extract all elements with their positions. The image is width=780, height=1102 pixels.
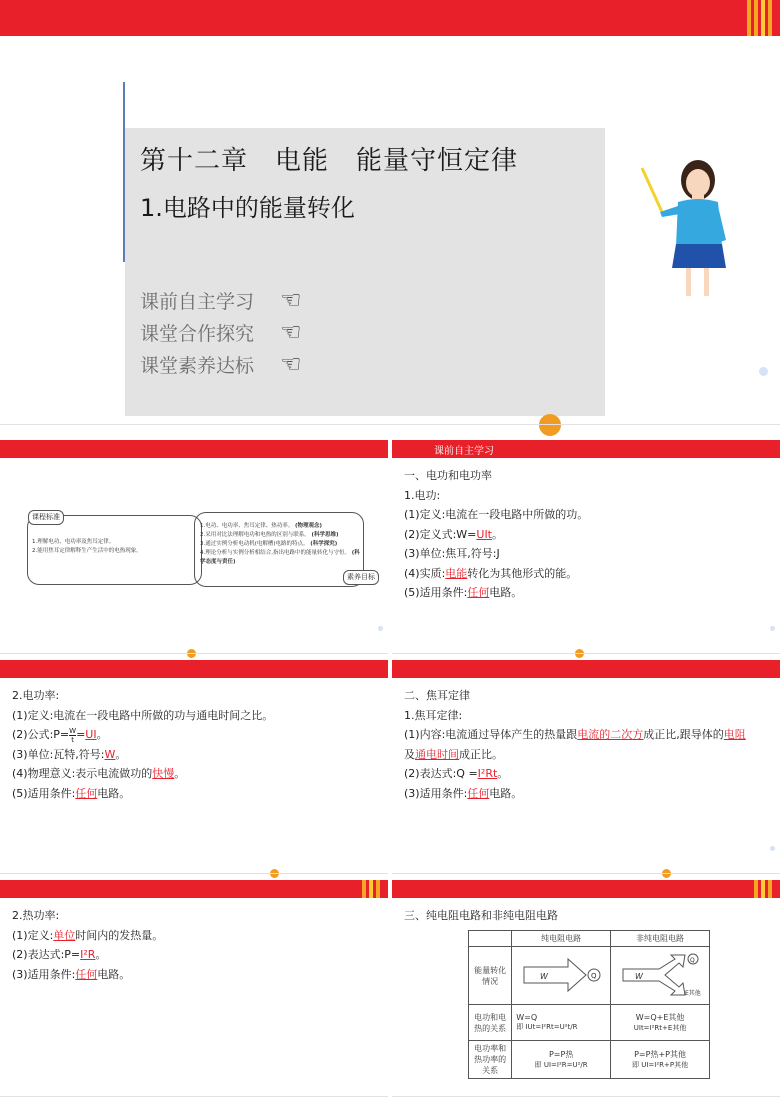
top-red-bar xyxy=(0,660,388,678)
joule-content: 二、焦耳定律 1.焦耳定律: (1)内容:电流通过导体产生的热量跟电流的二次方成正比,跟导体的电阻 及通电时间成正比。 (2)表达式:Q =I²Rt。 (3)适用条件:任何电路。 xyxy=(404,689,746,800)
compare-heading: 三、纯电阻电路和非纯电阻电路 xyxy=(404,909,558,922)
goals-tag: 素养目标 xyxy=(343,570,379,585)
svg-text:W: W xyxy=(635,971,643,981)
bottom-line xyxy=(0,653,388,654)
standards-slide xyxy=(0,440,388,658)
decor-stripes xyxy=(747,0,772,36)
menu-label: 课前自主学习 xyxy=(140,290,255,313)
power-slide xyxy=(0,660,388,878)
nav-dot xyxy=(539,414,561,436)
section-header-bar xyxy=(392,440,780,458)
joule-slide xyxy=(392,660,780,878)
pointing-hand-icon: ☜ xyxy=(280,286,302,314)
standards-list: 1.理解电功、电功率及焦耳定律。 2.能用焦耳定律解释生产生活中的电热现象。 xyxy=(32,539,142,554)
chapter-title: 第十二章 电能 能量守恒定律 xyxy=(140,146,519,176)
table-cell: W=Q+E其他 UIt=I²Rt+E其他 xyxy=(611,1005,710,1041)
menu-label: 课堂素养达标 xyxy=(140,354,255,377)
table-corner xyxy=(469,931,512,947)
table-row-header: 电功率和热功率的关系 xyxy=(469,1041,512,1079)
svg-text:E其他: E其他 xyxy=(685,989,701,997)
standards-tag: 课程标准 xyxy=(28,510,64,525)
bottom-line xyxy=(392,1096,780,1097)
top-red-bar xyxy=(0,440,388,458)
menu-label: 课堂合作探究 xyxy=(140,322,255,345)
table-cell: P=P热 即 UI=I²R=U²/R xyxy=(512,1041,611,1079)
table-cell: P=P热+P其他 即 UI=I²R+P其他 xyxy=(611,1041,710,1079)
title-slide xyxy=(0,0,780,436)
menu-item-assessment[interactable] xyxy=(140,350,302,378)
svg-text:W: W xyxy=(540,971,549,981)
top-red-bar xyxy=(392,660,780,678)
work-slide xyxy=(392,440,780,658)
bottom-line xyxy=(0,873,388,874)
decor-stripes xyxy=(362,880,380,898)
table-header: 纯电阻电路 xyxy=(512,931,611,947)
bottom-line xyxy=(0,424,780,425)
work-content: 一、电功和电功率 1.电功: (1)定义:电流在一段电路中所做的功。 (2)定义式:W=UIt。 (3)单位:焦耳,符号:J (4)实质:电能转化为其他形式的能。 (5)适用条件:任何电路。 xyxy=(404,469,589,599)
pointing-hand-icon: ☜ xyxy=(280,350,302,378)
table-row-header: 电功和电热的关系 xyxy=(469,1005,512,1041)
bottom-line xyxy=(0,1096,388,1097)
table-row-header: 能量转化情况 xyxy=(469,947,512,1005)
teacher-illustration xyxy=(640,150,730,300)
section-header: 课前自主学习 xyxy=(434,446,494,457)
pointing-hand-icon: ☜ xyxy=(280,318,302,346)
split-energy-arrow-icon xyxy=(615,953,705,997)
energy-arrow-icon xyxy=(516,955,606,995)
power-content: 2.电功率: (1)定义:电流在一段电路中所做的功与通电时间之比。 (2)公式:P= $\frac{W}{t}$ =UI。 (3)单位:瓦特,符号:W。 (4)物理意义:表示电流做功的快慢。 (5)适用条件:任何电路。 xyxy=(12,689,274,800)
top-red-bar xyxy=(392,880,780,898)
heat-power-slide xyxy=(0,880,388,1102)
bottom-line xyxy=(392,873,780,874)
table-cell xyxy=(611,947,710,1005)
menu-item-preview[interactable] xyxy=(140,286,302,314)
menu-item-explore[interactable] xyxy=(140,318,302,346)
decor-stripes xyxy=(754,880,772,898)
svg-text:Q: Q xyxy=(591,971,597,980)
decor-dot xyxy=(378,626,383,631)
goals-list: 1.电功、电功率、焦耳定律、热功率。 (物理观念) 2.采用对比法理解电功和电热的区别与联系。 (科学思维) 3.通过实例分析电动机(电解槽)电路的特点。 (科学探究) 4.理论分析与实例分析相结合,指出电路中的能量转化与守恒。 (科学态度与责任) xyxy=(200,523,360,565)
section-title: 1.电路中的能量转化 xyxy=(140,194,355,222)
table-header: 非纯电阻电路 xyxy=(611,931,710,947)
decor-dot xyxy=(759,367,768,376)
decor-dot xyxy=(770,626,775,631)
comparison-table xyxy=(468,930,710,1079)
decor-dot xyxy=(770,846,775,851)
circuit-compare-slide xyxy=(392,880,780,1102)
top-red-bar xyxy=(0,0,780,36)
bottom-line xyxy=(392,653,780,654)
top-red-bar xyxy=(0,880,388,898)
heat-power-content: 2.热功率: (1)定义:单位时间内的发热量。 (2)表达式:P=I²R。 (3)适用条件:任何电路。 xyxy=(12,909,164,981)
accent-line xyxy=(123,82,125,262)
svg-text:Q: Q xyxy=(690,956,695,964)
table-cell xyxy=(512,947,611,1005)
table-cell: W=Q 即 IUt=I²Rt=U²t/R xyxy=(512,1005,611,1041)
